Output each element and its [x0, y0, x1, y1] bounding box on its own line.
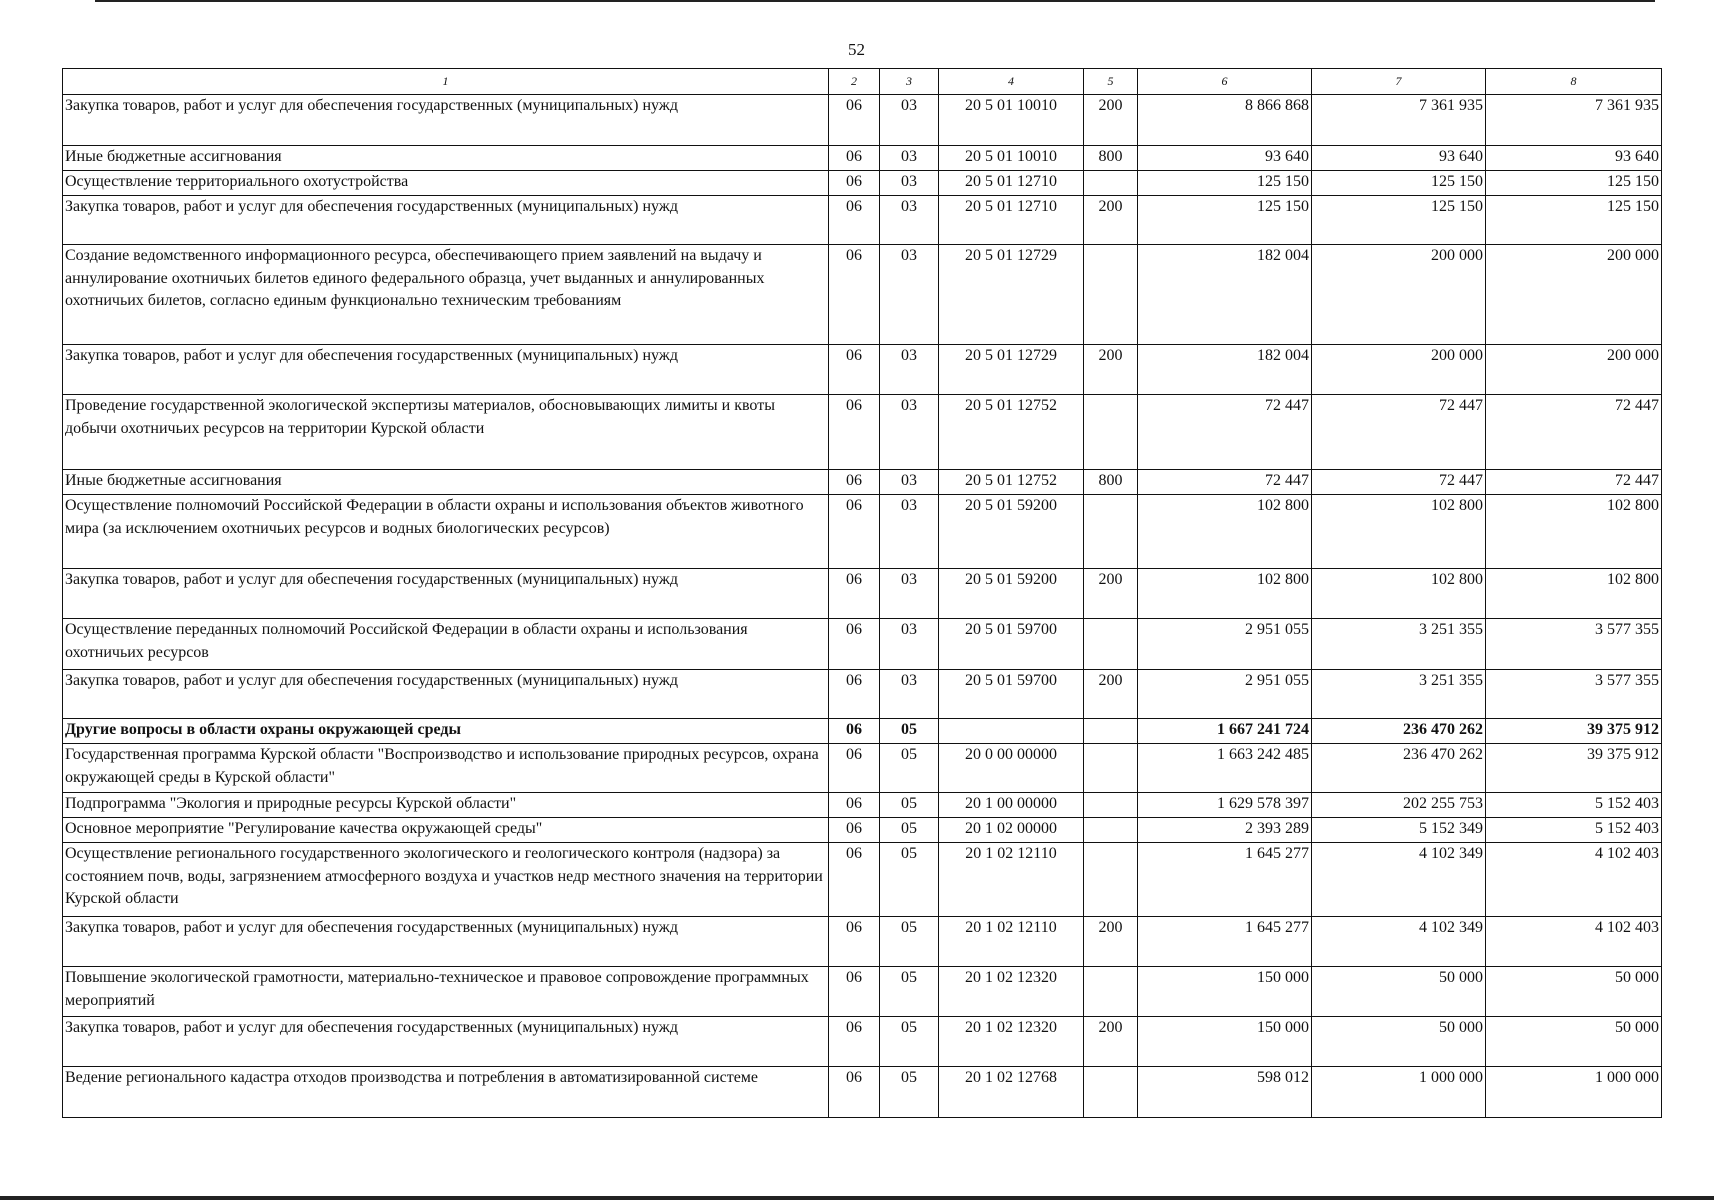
section-code-cell: 06: [829, 345, 880, 395]
column-header: 2: [829, 69, 880, 95]
row-name-cell: Закупка товаров, работ и услуг для обеспечения государственных (муниципальных) нужд: [63, 569, 829, 619]
amount-cell: 3 251 355: [1312, 670, 1486, 719]
row-name-cell: Закупка товаров, работ и услуг для обеспечения государственных (муниципальных) нужд: [63, 1017, 829, 1067]
section-code-cell: 06: [829, 171, 880, 196]
amount-cell: 182 004: [1138, 345, 1312, 395]
target-article-cell: 20 5 01 59700: [939, 670, 1084, 719]
target-article-cell: 20 5 01 12729: [939, 345, 1084, 395]
target-article-cell: 20 1 02 12320: [939, 1017, 1084, 1067]
target-article-cell: 20 1 02 12110: [939, 917, 1084, 967]
amount-cell: 93 640: [1486, 146, 1662, 171]
amount-cell: 93 640: [1138, 146, 1312, 171]
expense-type-cell: [1084, 245, 1138, 345]
row-name-cell: Закупка товаров, работ и услуг для обеспечения государственных (муниципальных) нужд: [63, 670, 829, 719]
section-code-cell: 06: [829, 569, 880, 619]
section-code-cell: 06: [829, 245, 880, 345]
column-header: 6: [1138, 69, 1312, 95]
section-code-cell: 06: [829, 395, 880, 470]
target-article-cell: 20 1 02 12320: [939, 967, 1084, 1017]
column-header: 8: [1486, 69, 1662, 95]
column-number-row: [63, 69, 1662, 95]
amount-cell: 236 470 262: [1312, 744, 1486, 793]
scan-edge-top: [95, 0, 1655, 2]
subsection-code-cell: 03: [880, 670, 939, 719]
row-name-cell: Создание ведомственного информационного ресурса, обеспечивающего прием заявлений на выдачу и аннулирование охотничьих билетов единого федерального образца, учет выданных и аннулированных охотничьих билетов, согласно единым функционально техническим требованиям: [63, 245, 829, 345]
subsection-code-cell: 05: [880, 1067, 939, 1118]
amount-cell: 72 447: [1312, 395, 1486, 470]
amount-cell: 598 012: [1138, 1067, 1312, 1118]
target-article-cell: 20 5 01 12729: [939, 245, 1084, 345]
amount-cell: 236 470 262: [1312, 719, 1486, 744]
column-header: 4: [939, 69, 1084, 95]
row-name-cell: Осуществление территориального охотустройства: [63, 171, 829, 196]
subsection-code-cell: 05: [880, 917, 939, 967]
expense-type-cell: 800: [1084, 470, 1138, 495]
amount-cell: 72 447: [1138, 470, 1312, 495]
subsection-code-cell: 05: [880, 719, 939, 744]
amount-cell: 1 629 578 397: [1138, 793, 1312, 818]
subsection-code-cell: 05: [880, 793, 939, 818]
column-header: 7: [1312, 69, 1486, 95]
amount-cell: 125 150: [1486, 196, 1662, 245]
subsection-code-cell: 03: [880, 146, 939, 171]
expense-type-cell: [1084, 719, 1138, 744]
section-code-cell: 06: [829, 843, 880, 917]
amount-cell: 50 000: [1486, 967, 1662, 1017]
expense-type-cell: [1084, 843, 1138, 917]
table-row: [63, 744, 1662, 793]
amount-cell: 3 251 355: [1312, 619, 1486, 670]
amount-cell: 1 645 277: [1138, 917, 1312, 967]
amount-cell: 1 645 277: [1138, 843, 1312, 917]
budget-table: [62, 68, 1662, 1118]
target-article-cell: 20 0 00 00000: [939, 744, 1084, 793]
amount-cell: 72 447: [1486, 470, 1662, 495]
amount-cell: 2 393 289: [1138, 818, 1312, 843]
table-row: [63, 670, 1662, 719]
subsection-code-cell: 03: [880, 395, 939, 470]
expense-type-cell: [1084, 395, 1138, 470]
expense-type-cell: 200: [1084, 1017, 1138, 1067]
subsection-code-cell: 03: [880, 619, 939, 670]
row-name-cell: Осуществление полномочий Российской Федерации в области охраны и использования объектов животного мира (за исключением охотничьих ресурсов и водных биологических ресурсов): [63, 495, 829, 569]
amount-cell: 182 004: [1138, 245, 1312, 345]
section-code-cell: 06: [829, 818, 880, 843]
subsection-code-cell: 03: [880, 245, 939, 345]
table-row: [63, 1067, 1662, 1118]
amount-cell: 200 000: [1312, 245, 1486, 345]
expense-type-cell: [1084, 495, 1138, 569]
table-row: [63, 196, 1662, 245]
scan-edge-bottom: [0, 1196, 1714, 1200]
amount-cell: 150 000: [1138, 1017, 1312, 1067]
amount-cell: 1 663 242 485: [1138, 744, 1312, 793]
table-row: [63, 95, 1662, 146]
table-row: [63, 619, 1662, 670]
amount-cell: 4 102 403: [1486, 843, 1662, 917]
amount-cell: 5 152 403: [1486, 818, 1662, 843]
amount-cell: 72 447: [1138, 395, 1312, 470]
target-article-cell: 20 5 01 59200: [939, 569, 1084, 619]
row-name-cell: Закупка товаров, работ и услуг для обеспечения государственных (муниципальных) нужд: [63, 196, 829, 245]
table-body: [63, 95, 1662, 1118]
column-header: 5: [1084, 69, 1138, 95]
amount-cell: 50 000: [1312, 1017, 1486, 1067]
amount-cell: 7 361 935: [1486, 95, 1662, 146]
amount-cell: 3 577 355: [1486, 670, 1662, 719]
table-row: [63, 495, 1662, 569]
table-row: [63, 793, 1662, 818]
section-code-cell: 06: [829, 793, 880, 818]
section-code-cell: 06: [829, 619, 880, 670]
amount-cell: 4 102 403: [1486, 917, 1662, 967]
amount-cell: 102 800: [1312, 495, 1486, 569]
target-article-cell: 20 5 01 10010: [939, 146, 1084, 171]
amount-cell: 1 667 241 724: [1138, 719, 1312, 744]
amount-cell: 93 640: [1312, 146, 1486, 171]
amount-cell: 102 800: [1312, 569, 1486, 619]
subsection-code-cell: 05: [880, 744, 939, 793]
expense-type-cell: [1084, 619, 1138, 670]
section-code-cell: 06: [829, 196, 880, 245]
amount-cell: 2 951 055: [1138, 670, 1312, 719]
target-article-cell: 20 5 01 59700: [939, 619, 1084, 670]
target-article-cell: 20 1 00 00000: [939, 793, 1084, 818]
table-row: [63, 843, 1662, 917]
subsection-code-cell: 03: [880, 196, 939, 245]
amount-cell: 125 150: [1312, 196, 1486, 245]
amount-cell: 5 152 349: [1312, 818, 1486, 843]
subsection-code-cell: 03: [880, 569, 939, 619]
amount-cell: 4 102 349: [1312, 843, 1486, 917]
target-article-cell: 20 5 01 12752: [939, 395, 1084, 470]
amount-cell: 102 800: [1486, 495, 1662, 569]
amount-cell: 8 866 868: [1138, 95, 1312, 146]
target-article-cell: 20 1 02 12768: [939, 1067, 1084, 1118]
column-header: 1: [63, 69, 829, 95]
expense-type-cell: [1084, 818, 1138, 843]
subsection-code-cell: 03: [880, 171, 939, 196]
section-code-cell: 06: [829, 470, 880, 495]
amount-cell: 125 150: [1138, 171, 1312, 196]
row-name-cell: Закупка товаров, работ и услуг для обеспечения государственных (муниципальных) нужд: [63, 345, 829, 395]
amount-cell: 4 102 349: [1312, 917, 1486, 967]
row-name-cell: Проведение государственной экологической экспертизы материалов, обосновывающих лимиты и квоты добычи охотничьих ресурсов на территории Курской области: [63, 395, 829, 470]
subsection-code-cell: 03: [880, 95, 939, 146]
subsection-code-cell: 03: [880, 470, 939, 495]
expense-type-cell: [1084, 1067, 1138, 1118]
table-row: [63, 967, 1662, 1017]
amount-cell: 102 800: [1138, 495, 1312, 569]
table-row: [63, 1017, 1662, 1067]
row-name-cell: Закупка товаров, работ и услуг для обеспечения государственных (муниципальных) нужд: [63, 917, 829, 967]
expense-type-cell: [1084, 793, 1138, 818]
row-name-cell: Иные бюджетные ассигнования: [63, 470, 829, 495]
expense-type-cell: [1084, 744, 1138, 793]
amount-cell: 50 000: [1486, 1017, 1662, 1067]
section-code-cell: 06: [829, 917, 880, 967]
amount-cell: 72 447: [1312, 470, 1486, 495]
row-name-cell: Другие вопросы в области охраны окружающей среды: [63, 719, 829, 744]
expense-type-cell: 200: [1084, 670, 1138, 719]
table-row: [63, 818, 1662, 843]
amount-cell: 1 000 000: [1312, 1067, 1486, 1118]
amount-cell: 125 150: [1312, 171, 1486, 196]
section-code-cell: 06: [829, 670, 880, 719]
amount-cell: 102 800: [1486, 569, 1662, 619]
expense-type-cell: 200: [1084, 196, 1138, 245]
subsection-code-cell: 03: [880, 495, 939, 569]
amount-cell: 1 000 000: [1486, 1067, 1662, 1118]
table-row: [63, 917, 1662, 967]
table-row: [63, 245, 1662, 345]
amount-cell: 5 152 403: [1486, 793, 1662, 818]
section-code-cell: 06: [829, 719, 880, 744]
amount-cell: 125 150: [1138, 196, 1312, 245]
amount-cell: 150 000: [1138, 967, 1312, 1017]
amount-cell: 39 375 912: [1486, 719, 1662, 744]
subsection-code-cell: 05: [880, 1017, 939, 1067]
table-row: [63, 719, 1662, 744]
table-row: [63, 345, 1662, 395]
expense-type-cell: [1084, 967, 1138, 1017]
row-name-cell: Осуществление переданных полномочий Российской Федерации в области охраны и использования охотничьих ресурсов: [63, 619, 829, 670]
row-name-cell: Ведение регионального кадастра отходов производства и потребления в автоматизированной системе: [63, 1067, 829, 1118]
amount-cell: 72 447: [1486, 395, 1662, 470]
target-article-cell: 20 1 02 00000: [939, 818, 1084, 843]
section-code-cell: 06: [829, 495, 880, 569]
target-article-cell: 20 5 01 12710: [939, 171, 1084, 196]
amount-cell: 200 000: [1486, 345, 1662, 395]
amount-cell: 39 375 912: [1486, 744, 1662, 793]
target-article-cell: [939, 719, 1084, 744]
expense-type-cell: 200: [1084, 569, 1138, 619]
subsection-code-cell: 05: [880, 967, 939, 1017]
row-name-cell: Подпрограмма "Экология и природные ресурсы Курской области": [63, 793, 829, 818]
amount-cell: 125 150: [1486, 171, 1662, 196]
expense-type-cell: 200: [1084, 917, 1138, 967]
section-code-cell: 06: [829, 146, 880, 171]
section-code-cell: 06: [829, 744, 880, 793]
amount-cell: 200 000: [1312, 345, 1486, 395]
row-name-cell: Государственная программа Курской области "Воспроизводство и использование природных ресурсов, охрана окружающей среды в Курской области": [63, 744, 829, 793]
target-article-cell: 20 5 01 59200: [939, 495, 1084, 569]
expense-type-cell: 200: [1084, 95, 1138, 146]
amount-cell: 3 577 355: [1486, 619, 1662, 670]
table-row: [63, 146, 1662, 171]
amount-cell: 50 000: [1312, 967, 1486, 1017]
section-code-cell: 06: [829, 95, 880, 146]
table-row: [63, 171, 1662, 196]
amount-cell: 2 951 055: [1138, 619, 1312, 670]
row-name-cell: Закупка товаров, работ и услуг для обеспечения государственных (муниципальных) нужд: [63, 95, 829, 146]
row-name-cell: Иные бюджетные ассигнования: [63, 146, 829, 171]
target-article-cell: 20 5 01 12752: [939, 470, 1084, 495]
expense-type-cell: [1084, 171, 1138, 196]
amount-cell: 7 361 935: [1312, 95, 1486, 146]
section-code-cell: 06: [829, 1017, 880, 1067]
target-article-cell: 20 1 02 12110: [939, 843, 1084, 917]
subsection-code-cell: 03: [880, 345, 939, 395]
amount-cell: 202 255 753: [1312, 793, 1486, 818]
target-article-cell: 20 5 01 10010: [939, 95, 1084, 146]
table-row: [63, 395, 1662, 470]
target-article-cell: 20 5 01 12710: [939, 196, 1084, 245]
row-name-cell: Осуществление регионального государственного экологического и геологического контроля (надзора) за состоянием почв, воды, загрязнением атмосферного воздуха и участков недр местного значения на территории Курской области: [63, 843, 829, 917]
expense-type-cell: 200: [1084, 345, 1138, 395]
table-row: [63, 569, 1662, 619]
amount-cell: 200 000: [1486, 245, 1662, 345]
subsection-code-cell: 05: [880, 843, 939, 917]
amount-cell: 102 800: [1138, 569, 1312, 619]
row-name-cell: Повышение экологической грамотности, материально-техническое и правовое сопровождение программных мероприятий: [63, 967, 829, 1017]
row-name-cell: Основное мероприятие "Регулирование качества окружающей среды": [63, 818, 829, 843]
section-code-cell: 06: [829, 1067, 880, 1118]
expense-type-cell: 800: [1084, 146, 1138, 171]
page-number: 52: [848, 40, 865, 59]
column-header: 3: [880, 69, 939, 95]
subsection-code-cell: 05: [880, 818, 939, 843]
table-row: [63, 470, 1662, 495]
section-code-cell: 06: [829, 967, 880, 1017]
